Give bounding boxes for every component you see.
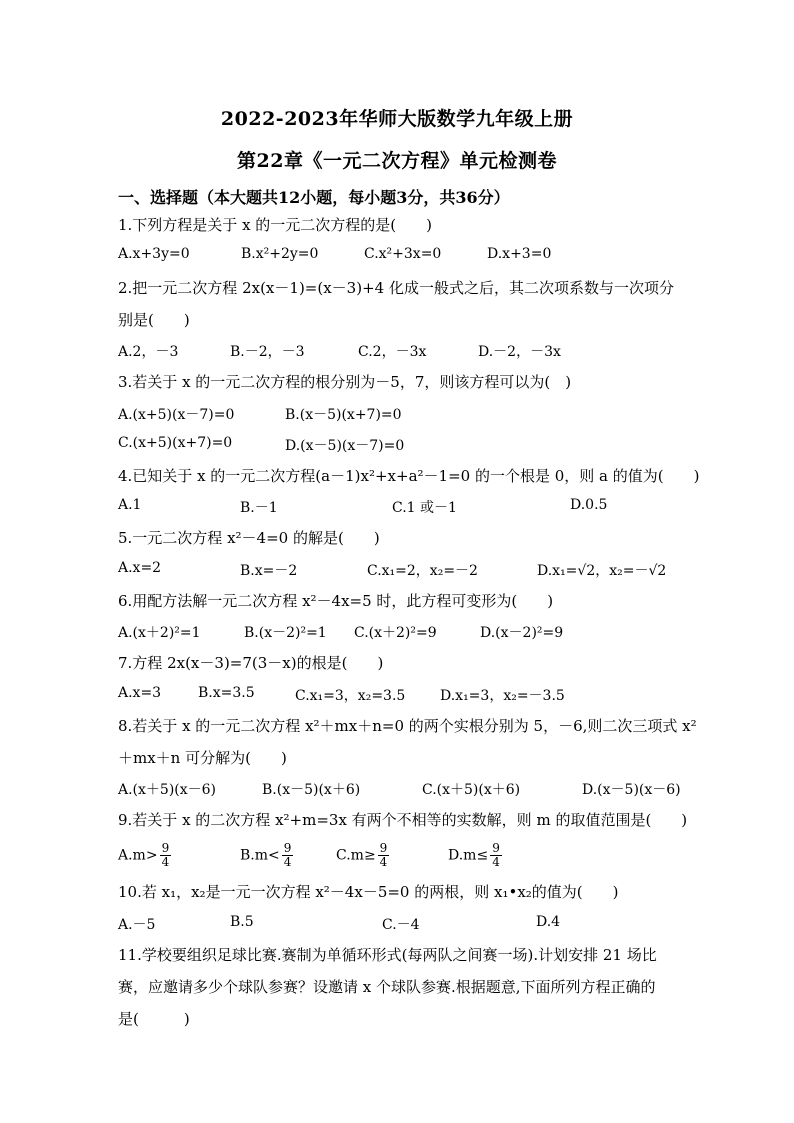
fraction — [282, 842, 294, 869]
question-11-stem-cont: 赛，应邀请多少个球队参赛？设邀请 x 个球队参赛.根据题意,下面所列方程正确的 — [118, 978, 656, 996]
question-2-options — [118, 341, 718, 363]
option-c — [336, 842, 389, 869]
option-b: B.(x－2)²=1 — [244, 625, 327, 641]
option-d: D.x+3=0 — [487, 246, 552, 262]
question-8-stem-cont: ＋mx＋n 可分解为( ) — [118, 749, 287, 767]
option-a: A.2，－3 — [118, 344, 179, 360]
question-2-stem: 2.把一元二次方程 2x(x－1)=(x－3)+4 化成一般式之后，其二次项系数与一次项分 — [118, 279, 674, 297]
question-4-options — [118, 497, 718, 519]
option-a: A.x=2 — [118, 560, 162, 576]
option-c: C.(x+5)(x+7)=0 — [118, 435, 233, 451]
option-d — [448, 842, 502, 869]
option-a — [118, 842, 171, 869]
question-9-options — [118, 836, 718, 872]
option-c: C.x₁=2，x₂=－2 — [367, 563, 478, 579]
question-1-options — [118, 246, 718, 268]
fraction — [378, 842, 390, 869]
question-3-options-row1 — [118, 404, 718, 426]
option-c: C.－4 — [382, 917, 420, 933]
fraction-numerator: 9 — [492, 841, 500, 855]
question-11-stem-cont2: 是( ) — [118, 1010, 190, 1028]
question-3-options-row2 — [118, 435, 718, 457]
option-a: A.1 — [118, 497, 142, 513]
option-d: D.x₁=√2，x₂=－√2 — [537, 563, 667, 579]
page-title: 2022-2023年华师大版数学九年级上册 — [220, 108, 574, 130]
option-b: B.－2，－3 — [230, 344, 305, 360]
page-subtitle: 第22章《一元二次方程》单元检测卷 — [237, 150, 557, 172]
option-b: B.x=3.5 — [198, 685, 255, 701]
option-b: B.5 — [230, 914, 254, 930]
question-4-stem: 4.已知关于 x 的一元二次方程(a－1)x²+x+a²－1=0 的一个根是 0，则 a 的值为( ) — [118, 467, 700, 485]
option-b: B.x²+2y=0 — [241, 246, 319, 262]
question-5-stem: 5.一元二次方程 x²－4=0 的解是( ) — [118, 529, 380, 547]
option-b: B.－1 — [240, 500, 278, 516]
fraction-denominator: 4 — [283, 855, 292, 869]
fraction-numerator: 9 — [161, 841, 170, 855]
question-2-stem-cont: 别是( ) — [118, 311, 190, 329]
option-b: B.(x－5)(x+7)=0 — [285, 407, 402, 423]
question-3-stem: 3.若关于 x 的一元二次方程的根分别为－5，7，则该方程可以为( ) — [118, 373, 572, 391]
option-c: C.x²+3x=0 — [364, 246, 442, 262]
fraction — [490, 842, 502, 869]
question-10-stem: 10.若 x₁，x₂是一元一次方程 x²－4x－5=0 的两根，则 x₁•x₂的值为( ) — [118, 883, 619, 901]
question-6-stem: 6.用配方法解一元二次方程 x²－4x=5 时，此方程可变形为( ) — [118, 592, 554, 610]
option-b — [240, 842, 293, 869]
option-d: D.－2，－3x — [478, 344, 561, 360]
option-a: A.(x＋5)(x－6) — [118, 782, 217, 798]
question-5-options — [118, 560, 718, 582]
option-a: A.x=3 — [118, 685, 162, 701]
option-d: D.(x－2)²=9 — [480, 625, 564, 641]
fraction-denominator: 4 — [379, 855, 388, 869]
option-c: C.x₁=3，x₂=3.5 — [295, 688, 406, 704]
option-d: D.4 — [536, 914, 561, 930]
option-b: B.x=－2 — [240, 563, 298, 579]
fraction-numerator: 9 — [283, 841, 292, 855]
option-d: D.(x－5)(x－6) — [582, 782, 681, 798]
option-b-label: B.m< — [240, 847, 280, 864]
option-a: A.x+3y=0 — [118, 246, 190, 262]
question-6-options — [118, 622, 718, 644]
question-1-stem: 1.下列方程是关于 x 的一元二次方程的是( ) — [118, 216, 433, 234]
question-11-stem: 11.学校要组织足球比赛.赛制为单循环形式(每两队之间赛一场).计划安排 21 场比 — [118, 946, 657, 964]
option-a: A.－5 — [118, 917, 156, 933]
option-d-label: D.m≤ — [448, 847, 489, 864]
fraction — [160, 842, 172, 869]
option-d: D.(x－5)(x－7)=0 — [285, 438, 405, 454]
option-a-label: A.m> — [118, 847, 158, 864]
option-b: B.(x－5)(x＋6) — [262, 782, 361, 798]
question-8-stem: 8.若关于 x 的一元二次方程 x²＋mx＋n=0 的两个实根分别为 5，－6,则二次三项式 x² — [118, 717, 697, 735]
question-8-options — [118, 779, 718, 801]
fraction-denominator: 4 — [492, 855, 500, 869]
option-d: D.x₁=3，x₂=－3.5 — [440, 688, 565, 704]
option-c: C.1 或－1 — [392, 500, 457, 516]
option-c-label: C.m≥ — [336, 847, 376, 864]
question-7-stem: 7.方程 2x(x－3)=7(3－x)的根是( ) — [118, 654, 384, 672]
option-a: A.(x＋2)²=1 — [118, 625, 201, 641]
question-10-options — [118, 914, 718, 936]
option-c: C.(x＋5)(x＋6) — [422, 782, 521, 798]
question-9-stem: 9.若关于 x 的二次方程 x²+m=3x 有两个不相等的实数解，则 m 的取值范围是( ) — [118, 811, 688, 829]
option-d: D.0.5 — [570, 497, 608, 513]
fraction-denominator: 4 — [161, 855, 170, 869]
section-heading: 一、选择题（本大题共12小题，每小题3分，共36分） — [118, 188, 510, 207]
option-c: C.(x＋2)²=9 — [354, 625, 437, 641]
option-c: C.2，－3x — [358, 344, 427, 360]
question-7-options — [118, 685, 718, 707]
fraction-numerator: 9 — [379, 841, 388, 855]
option-a: A.(x+5)(x－7)=0 — [118, 407, 235, 423]
